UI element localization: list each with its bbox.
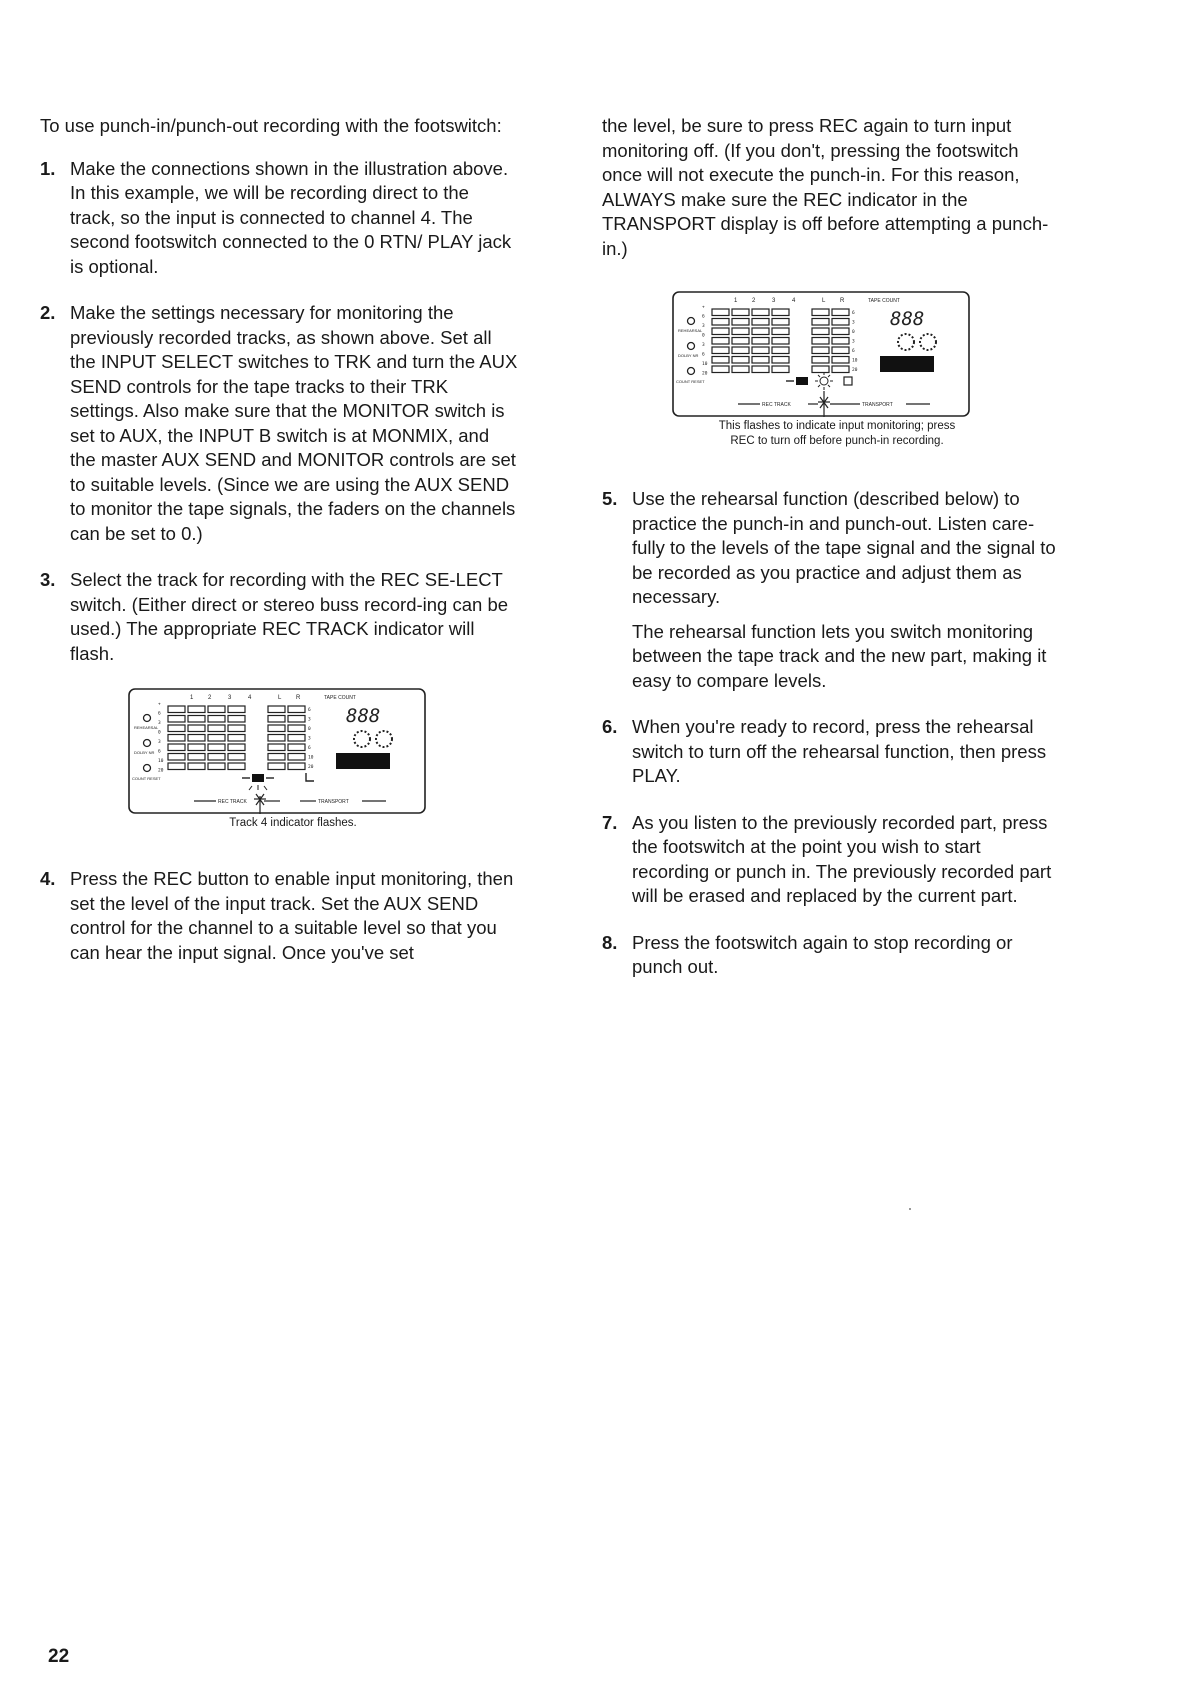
meter-segment [732, 319, 749, 326]
meter-segment [772, 319, 789, 326]
scale-tick-label: 3 [852, 320, 855, 326]
meter-segment [188, 763, 205, 770]
step-text: Press the footswitch again to stop recording or punch out. [632, 931, 1013, 977]
meter-segment [188, 754, 205, 761]
step-text: Make the settings necessary for monitoring the previously recorded tracks, as shown above. Set all the INPUT SELECT switches to TRK and turn the AUX SEND controls for the tape tracks to their TRK settings. Also make sure that the MONITOR switch is set to AUX, the INPUT B switch is at MONMIX, and the master AUX SEND and MONITOR controls are set to suitable levels. (Since we are using the AUX SEND to monitor the tape signals, the faders on the channels can be set to 0.) [70, 302, 518, 544]
meter-segment [288, 706, 305, 713]
meter-segment [832, 357, 849, 364]
meter-segment [772, 357, 789, 364]
scale-tick-label: 3 [702, 324, 705, 329]
dolby-led-icon [144, 740, 151, 747]
meter-segment [712, 366, 729, 373]
transport-label: TRANSPORT [862, 402, 893, 408]
counter-dashes-icon [354, 731, 392, 747]
scale-tick-label: 3 [158, 721, 161, 726]
scale-tick-label: 20 [852, 368, 858, 373]
channel-number: 3 [772, 298, 776, 304]
figure-caption: Track 4 indicator flashes. [229, 817, 357, 829]
meter-segment [832, 309, 849, 316]
meter-segment [208, 706, 225, 713]
caption-line: This flashes to indicate input monitoring; press [718, 420, 956, 432]
scale-tick-label: 0 [702, 333, 705, 339]
counter-dashes-icon [898, 334, 936, 350]
meter-segment [732, 366, 749, 373]
step-text: As you listen to the previously recorded part, press the footswitch at the point you wish to start recording or punch in. The previously recorded part will be erased and replaced by the current part. [632, 811, 1052, 906]
meter-segment [228, 725, 245, 732]
scale-tick-label: 6 [852, 349, 855, 354]
scale-tick-label: 20 [308, 765, 314, 770]
step-text-secondary: The rehearsal function lets you switch monitoring between the tape track and the new part, making it easy to compare levels. [632, 620, 1047, 691]
meter-segment [812, 328, 829, 335]
meter-segment [812, 338, 829, 345]
meter-segment [812, 357, 829, 364]
rehearsal-label: REHEARSAL [678, 328, 703, 333]
meter-segment [268, 744, 285, 751]
meter-segment [188, 716, 205, 723]
count-reset-label: COUNT RESET [132, 776, 161, 781]
scale-tick-label: + [158, 702, 161, 707]
meter-segment [832, 366, 849, 373]
meter-segment [268, 754, 285, 761]
meter-segment [168, 735, 185, 742]
rehearsal-label: REHEARSAL [134, 725, 159, 730]
transport-square-icon [844, 377, 852, 385]
step-number: 5. [602, 488, 618, 509]
scale-tick-label: 3 [308, 736, 311, 742]
transport-label: TRANSPORT [318, 799, 349, 805]
scale-tick-label: 6 [702, 314, 705, 320]
scale-tick-label: 6 [158, 749, 161, 755]
meter-segment [812, 366, 829, 373]
scale-tick-label: + [702, 305, 705, 310]
meter-segment [772, 328, 789, 335]
scale-tick-label: 20 [158, 768, 164, 774]
scale-tick-label: 6 [308, 708, 311, 713]
meter-segment [288, 725, 305, 732]
channel-number: 2 [208, 695, 212, 701]
continuation-text: the level, be sure to press REC again to turn input monitoring off. (If you don't, pressing the footswitch once will not execute the punch-in. For this reason, ALWAYS make sure the REC indicator in the TRANSPORT display is off before attempting a punch-in.) [602, 115, 1049, 259]
meter-segment [188, 706, 205, 713]
step-5 [602, 487, 1062, 693]
meter-segment [812, 319, 829, 326]
rec-track-label: REC TRACK [218, 799, 247, 805]
lr-label: L [822, 298, 826, 304]
meter-segment [268, 725, 285, 732]
rec-track-label: REC TRACK [762, 402, 791, 408]
meter-segment [832, 319, 849, 326]
meter-segment [732, 338, 749, 345]
lr-label: R [840, 298, 845, 304]
meter-segment [732, 347, 749, 354]
step-number: 2. [40, 302, 56, 323]
scale-tick-label: 3 [308, 717, 311, 723]
meter-display-illustration [672, 291, 1002, 417]
meter-segment [188, 725, 205, 732]
meter-segment [752, 309, 769, 316]
tape-counter: 888 [890, 308, 925, 330]
tape-transport-bar [336, 753, 390, 769]
intro-text: To use punch-in/punch-out recording with the footswitch: [40, 115, 502, 136]
meter-segment [772, 366, 789, 373]
meter-segment [832, 338, 849, 345]
step-number: 1. [40, 157, 56, 179]
meter-segment [712, 357, 729, 364]
rec-track-indicator [242, 774, 274, 782]
meter-segment [288, 735, 305, 742]
left-column [40, 114, 518, 987]
meter-segment [168, 716, 185, 723]
scale-tick-label: 6 [702, 352, 705, 358]
meter-segment [712, 347, 729, 354]
rec-flash-icon [815, 372, 833, 390]
dolby-led-icon [688, 343, 695, 350]
count-reset-label: COUNT RESET [676, 379, 705, 384]
meter-segment [208, 754, 225, 761]
right-column [602, 114, 1062, 1002]
step-7 [602, 811, 1062, 909]
scale-tick-label: 10 [852, 358, 858, 364]
meter-segment [288, 754, 305, 761]
meter-segment [732, 328, 749, 335]
meter-segment [288, 744, 305, 751]
display-figure-monitoring [672, 291, 1002, 449]
step-text: When you're ready to record, press the rehearsal switch to turn off the rehearsal function, then press PLAY. [632, 716, 1047, 786]
meter-segment [168, 725, 185, 732]
meter-segment [712, 309, 729, 316]
meter-segment [168, 744, 185, 751]
step-text: Use the rehearsal function (described below) to practice the punch-in and punch-out. Listen care-fully to the levels of the tape signal and the signal to be recorded as you practice and adjust them as necessary. [632, 488, 1056, 607]
scale-tick-label: 10 [702, 362, 708, 367]
step-3 [40, 568, 518, 666]
display-figure-track4 [128, 688, 458, 831]
meter-segment [208, 735, 225, 742]
step-1 [40, 157, 518, 280]
meter-segment [228, 706, 245, 713]
scale-tick-label: 6 [308, 746, 311, 751]
meter-segment [228, 716, 245, 723]
scale-tick-label: 10 [308, 755, 314, 761]
meter-segment [288, 763, 305, 770]
meter-segment [732, 309, 749, 316]
meter-segment [228, 763, 245, 770]
scale-tick-label: 6 [852, 311, 855, 316]
scale-tick-label: 3 [158, 740, 161, 745]
meter-segment [712, 319, 729, 326]
tape-counter: 888 [346, 705, 381, 727]
meter-segment [288, 716, 305, 723]
step-number: 3. [40, 569, 56, 590]
caption-line: REC to turn off before punch-in recording. [730, 435, 944, 447]
lr-label: R [296, 695, 301, 701]
channel-number: 4 [248, 695, 252, 701]
step-8 [602, 931, 1062, 980]
step-number: 7. [602, 811, 618, 833]
step-text: Press the REC button to enable input monitoring, then set the level of the input track. Set the AUX SEND control for the channel to a suitable level so that you can hear the input signal. Once you've set [70, 868, 514, 963]
tape-count-label: TAPE COUNT [324, 695, 356, 701]
channel-number: 1 [190, 695, 194, 701]
channel-number: 1 [734, 298, 738, 304]
channel-number: 4 [792, 298, 796, 304]
meter-segment [208, 725, 225, 732]
scale-tick-label: 10 [158, 759, 164, 764]
meter-segment [168, 754, 185, 761]
lr-label: L [278, 695, 282, 701]
meter-segment [712, 338, 729, 345]
meter-segment [208, 744, 225, 751]
transport-rec-indicator-icon [306, 773, 314, 781]
rec-track-indicator [786, 377, 808, 385]
meter-segment [752, 357, 769, 364]
scale-tick-label: 3 [852, 339, 855, 345]
dolby-label: DOLBY NR [678, 353, 699, 358]
step-text: Make the connections shown in the illustration above. In this example, we will be recording direct to the track, so the input is connected to channel 4. The second footswitch connected to the 0 RTN/ PLAY jack is optional. [70, 157, 512, 277]
meter-segment [832, 347, 849, 354]
scale-tick-label: 20 [702, 371, 708, 377]
meter-segment [772, 309, 789, 316]
level-meter-segments [712, 309, 849, 373]
level-meter-segments [168, 706, 305, 770]
meter-segment [228, 735, 245, 742]
meter-segment [772, 338, 789, 345]
stray-mark [909, 1208, 911, 1210]
meter-segment [832, 328, 849, 335]
meter-segment [752, 328, 769, 335]
meter-segment [208, 763, 225, 770]
meter-segment [168, 763, 185, 770]
page-number: 22 [48, 1646, 70, 1667]
meter-segment [712, 328, 729, 335]
meter-segment [188, 735, 205, 742]
meter-segment [812, 309, 829, 316]
step-number: 4. [40, 868, 56, 889]
step-number: 8. [602, 931, 618, 953]
scale-tick-label: 6 [158, 711, 161, 717]
meter-segment [268, 716, 285, 723]
meter-segment [268, 735, 285, 742]
channel-number: 2 [752, 298, 756, 304]
tape-count-label: TAPE COUNT [868, 298, 900, 304]
meter-segment [188, 744, 205, 751]
meter-segment [228, 744, 245, 751]
scale-tick-label: 0 [852, 330, 855, 335]
scale-tick-label: 0 [308, 727, 311, 732]
tape-transport-bar [880, 356, 934, 372]
meter-segment [752, 319, 769, 326]
meter-segment [772, 347, 789, 354]
figure-caption [672, 419, 1002, 449]
reset-led-icon [688, 368, 695, 375]
meter-segment [812, 347, 829, 354]
rehearsal-led-icon [144, 715, 151, 722]
meter-segment [732, 357, 749, 364]
scale-tick-label: 3 [702, 343, 705, 348]
meter-segment [752, 366, 769, 373]
rehearsal-led-icon [688, 318, 695, 325]
step-number: 6. [602, 716, 618, 737]
dolby-label: DOLBY NR [134, 750, 155, 755]
step-6 [602, 715, 1062, 789]
meter-segment [168, 706, 185, 713]
meter-segment [208, 716, 225, 723]
step-text: Select the track for recording with the REC SE-LECT switch. (Either direct or stereo buss record-ing can be used.) The appropriate REC TRACK indicator will flash. [70, 569, 509, 664]
reset-led-icon [144, 765, 151, 772]
scale-tick-label: 0 [158, 730, 161, 736]
meter-segment [752, 347, 769, 354]
meter-display-illustration [128, 688, 458, 814]
meter-segment [228, 754, 245, 761]
meter-segment [268, 763, 285, 770]
step-2 [40, 301, 518, 546]
step-4 [40, 867, 518, 965]
channel-number: 3 [228, 695, 232, 701]
meter-segment [752, 338, 769, 345]
flash-rays-icon [249, 785, 267, 790]
meter-segment [268, 706, 285, 713]
